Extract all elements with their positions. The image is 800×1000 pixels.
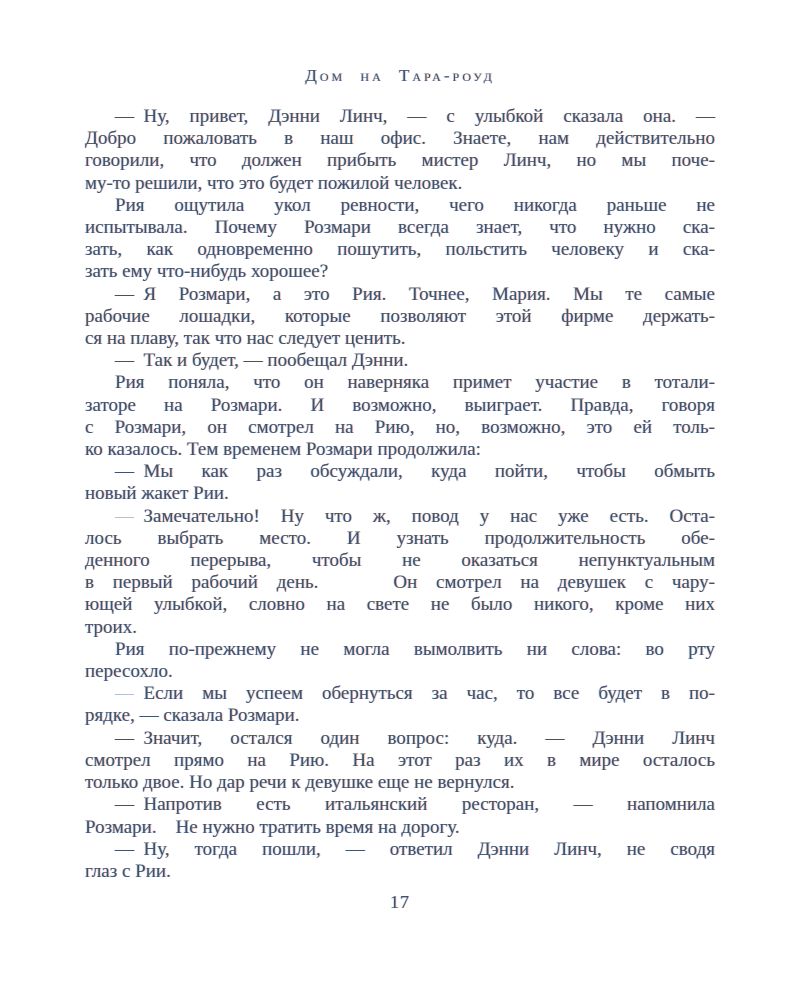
paragraph — [85, 794, 715, 838]
text-line: — Так и будет, — пообещал Дэнни. — [115, 350, 409, 372]
text-line: в первый рабочий день. Он смотрел на девушек с чару- — [85, 572, 715, 594]
page-number: 17 — [390, 892, 410, 912]
paragraph — [85, 461, 715, 505]
text-line: новый жакет Рии. — [85, 483, 229, 505]
text-line: му-то решили, что это будет пожилой человек. — [85, 172, 463, 194]
running-header: Дом на Тара-роуд — [305, 66, 495, 85]
paragraph — [85, 683, 715, 727]
paragraph — [85, 728, 715, 795]
text-line: — Ну, тогда пошли, — ответил Дэнни Линч, не сводя — [115, 838, 715, 860]
paragraph — [85, 195, 715, 284]
text-line: зать, как одновременно пошутить, польстить человеку и ска- — [85, 239, 715, 261]
text-line: только двое. Но дар речи к девушке еще не вернулся. — [85, 772, 515, 794]
text-line: Добро пожаловать в наш офис. Знаете, нам действительно — [85, 128, 715, 150]
text-line: — Если мы успеем обернуться за час, то все будет в по- — [115, 683, 715, 705]
text-line: пересохло. — [85, 661, 173, 683]
text-line: зать ему что-нибудь хорошее? — [85, 261, 329, 283]
text-line: троих. — [85, 616, 137, 638]
paragraph — [85, 372, 715, 461]
text-line: денного перерыва, чтобы не оказаться непунктуальным — [85, 550, 715, 572]
text-line: ся на плаву, так что нас следует ценить. — [85, 328, 406, 350]
faded-dash: — — [115, 505, 134, 527]
paragraph — [85, 284, 715, 351]
text-line: Рия ощутила укол ревности, чего никогда раньше не — [115, 194, 715, 216]
text-line: Рия поняла, что он наверняка примет участие в тотали- — [115, 372, 715, 394]
text-line: испытывала. Почему Розмари всегда знает, что нужно ска- — [85, 217, 715, 239]
text-block — [85, 106, 715, 883]
text-line: лось выбрать место. И узнать продолжительность обе- — [85, 527, 715, 549]
faded-dash: — — [115, 683, 134, 705]
text-line: рабочие лошадки, которые позволяют этой фирме держать- — [85, 305, 715, 327]
text-line: — Я Розмари, а это Рия. Точнее, Мария. Мы те самые — [115, 283, 715, 305]
text-line: говорили, что должен прибыть мистер Линч, но мы поче- — [85, 150, 715, 172]
paragraph — [85, 506, 715, 639]
paragraph — [85, 106, 715, 195]
text-line: смотрел прямо на Рию. На этот раз их в мире осталось — [85, 749, 715, 771]
paragraph — [85, 639, 715, 683]
text-line: заторе на Розмари. И возможно, выиграет. Правда, говоря — [85, 394, 715, 416]
text-line: — Мы как раз обсуждали, куда пойти, чтобы обмыть — [115, 461, 715, 483]
text-line: — Ну, привет, Дэнни Линч, — с улыбкой сказала она. — — [115, 106, 715, 127]
text-line: с Розмари, он смотрел на Рию, но, возможно, это ей толь- — [85, 416, 715, 438]
paragraph — [85, 350, 715, 372]
paragraph — [85, 839, 715, 883]
text-line: Рия по-прежнему не могла вымолвить ни слова: во рту — [115, 638, 715, 660]
text-line: Розмари. Не нужно тратить время на дорогу. — [85, 816, 460, 838]
text-line: — Замечательно! Ну что ж, повод у нас уже есть. Оста- — [115, 505, 715, 527]
text-line: рядке, — сказала Розмари. — [85, 705, 300, 727]
text-line: ющей улыбкой, словно на свете не было никого, кроме них — [85, 594, 715, 616]
text-line: глаз с Рии. — [85, 860, 171, 882]
text-line: — Значит, остался один вопрос: куда. — Дэнни Линч — [115, 727, 715, 749]
text-line: ко казалось. Тем временем Розмари продолжила: — [85, 439, 481, 461]
text-line: — Напротив есть итальянский ресторан, — напомнила — [115, 794, 715, 816]
